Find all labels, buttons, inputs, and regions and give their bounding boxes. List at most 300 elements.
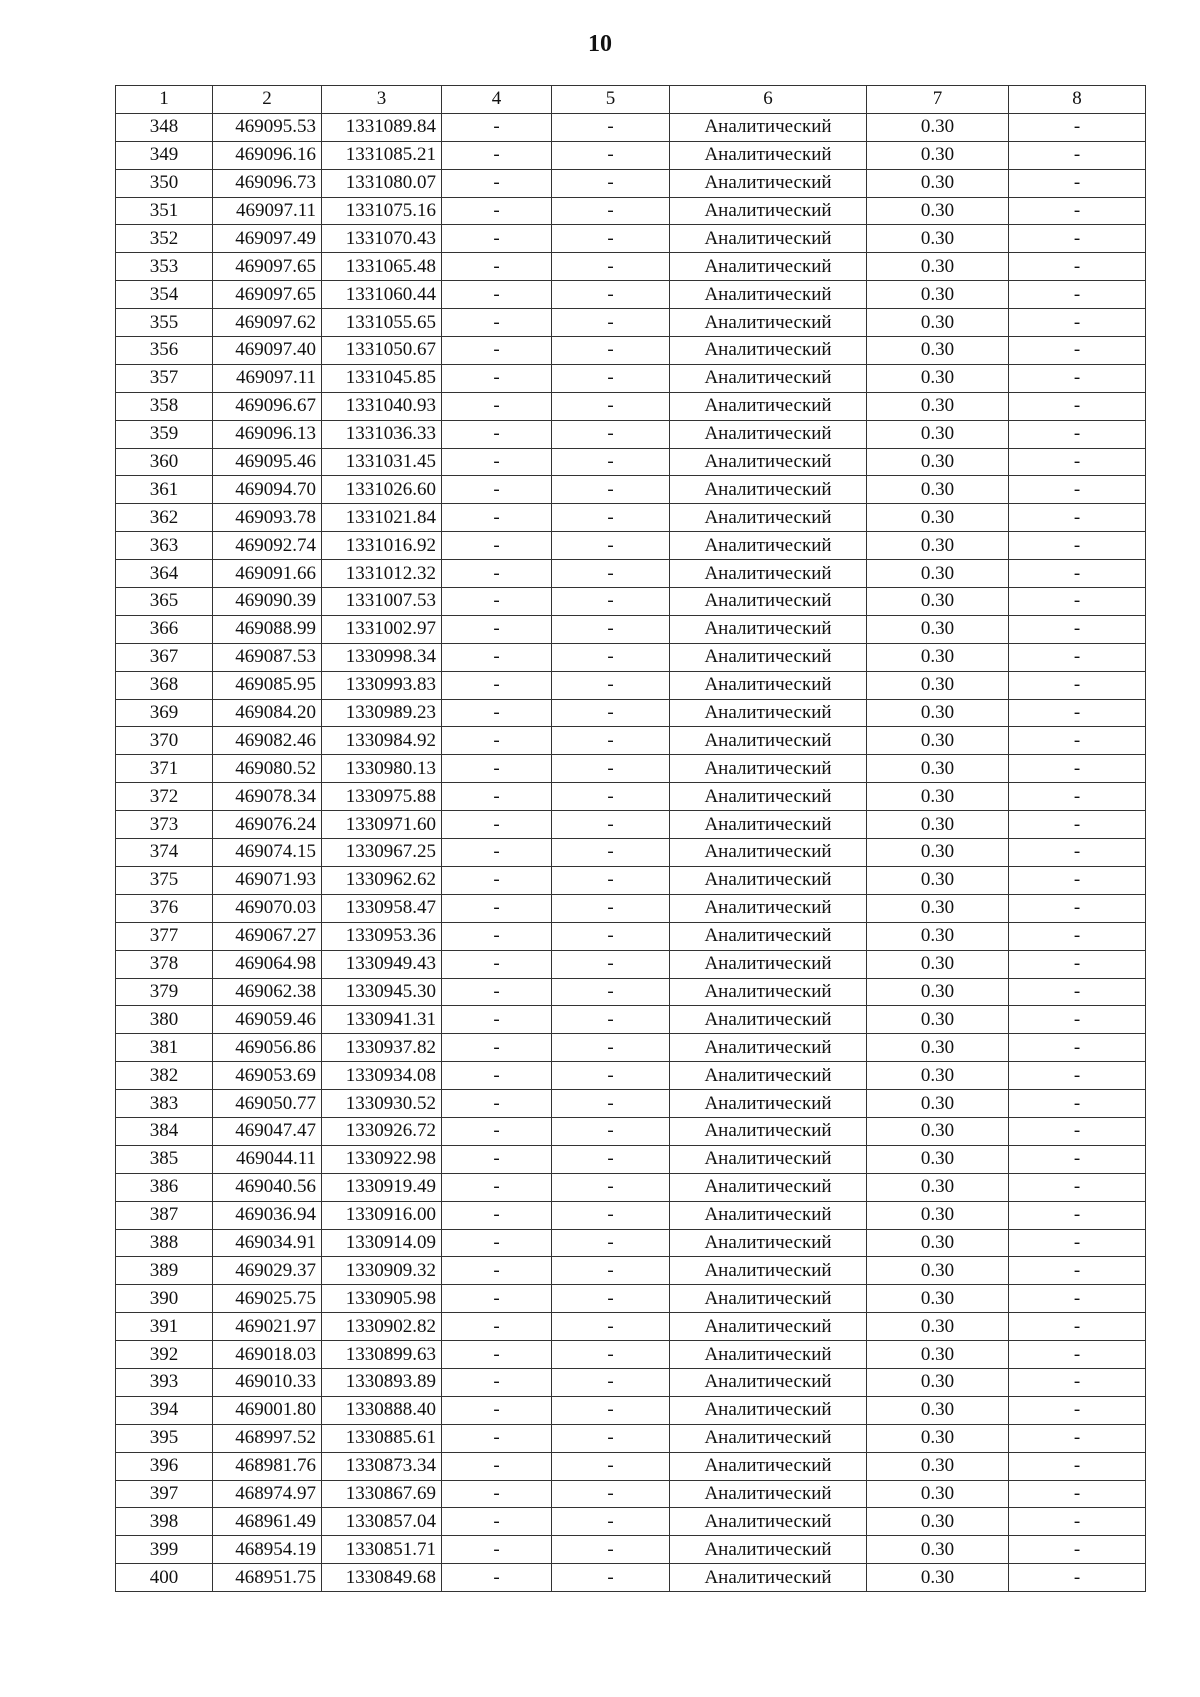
column-4-cell: -: [442, 448, 552, 476]
column-8-cell: -: [1009, 1480, 1146, 1508]
method-cell: Аналитический: [670, 253, 867, 281]
x-coordinate-cell: 469096.16: [213, 141, 322, 169]
y-coordinate-cell: 1330993.83: [322, 671, 442, 699]
column-5-cell: -: [552, 1368, 670, 1396]
point-number-cell: 398: [116, 1508, 213, 1536]
x-coordinate-cell: 469056.86: [213, 1034, 322, 1062]
column-5-cell: -: [552, 420, 670, 448]
point-number-cell: 362: [116, 504, 213, 532]
method-cell: Аналитический: [670, 309, 867, 337]
point-number-cell: 379: [116, 978, 213, 1006]
accuracy-cell: 0.30: [867, 560, 1009, 588]
column-4-cell: -: [442, 1285, 552, 1313]
y-coordinate-cell: 1330980.13: [322, 755, 442, 783]
y-coordinate-cell: 1331021.84: [322, 504, 442, 532]
column-5-cell: -: [552, 560, 670, 588]
column-5-cell: -: [552, 1452, 670, 1480]
table-row: [116, 309, 1146, 337]
x-coordinate-cell: 469001.80: [213, 1396, 322, 1424]
x-coordinate-cell: 469082.46: [213, 727, 322, 755]
point-number-cell: 363: [116, 532, 213, 560]
accuracy-cell: 0.30: [867, 950, 1009, 978]
point-number-cell: 371: [116, 755, 213, 783]
x-coordinate-cell: 469059.46: [213, 1006, 322, 1034]
table-row: [116, 532, 1146, 560]
accuracy-cell: 0.30: [867, 309, 1009, 337]
accuracy-cell: 0.30: [867, 532, 1009, 560]
table-row: [116, 1508, 1146, 1536]
column-4-cell: -: [442, 1117, 552, 1145]
column-8-cell: -: [1009, 420, 1146, 448]
column-5-cell: -: [552, 337, 670, 365]
y-coordinate-cell: 1331045.85: [322, 364, 442, 392]
column-8-cell: -: [1009, 225, 1146, 253]
column-8-cell: -: [1009, 1508, 1146, 1536]
column-8-cell: -: [1009, 1396, 1146, 1424]
table-row: [116, 1006, 1146, 1034]
column-8-cell: -: [1009, 839, 1146, 867]
column-5-cell: -: [552, 1173, 670, 1201]
y-coordinate-cell: 1331002.97: [322, 615, 442, 643]
table-row: [116, 894, 1146, 922]
column-4-cell: -: [442, 727, 552, 755]
y-coordinate-cell: 1330962.62: [322, 866, 442, 894]
column-5-cell: -: [552, 727, 670, 755]
x-coordinate-cell: 469047.47: [213, 1117, 322, 1145]
column-4-cell: -: [442, 504, 552, 532]
method-cell: Аналитический: [670, 1396, 867, 1424]
x-coordinate-cell: 469090.39: [213, 588, 322, 616]
column-header: 6: [670, 86, 867, 114]
table-row: [116, 448, 1146, 476]
method-cell: Аналитический: [670, 420, 867, 448]
column-4-cell: -: [442, 169, 552, 197]
point-number-cell: 400: [116, 1564, 213, 1592]
y-coordinate-cell: 1331060.44: [322, 281, 442, 309]
y-coordinate-cell: 1330888.40: [322, 1396, 442, 1424]
column-4-cell: -: [442, 894, 552, 922]
column-8-cell: -: [1009, 922, 1146, 950]
point-number-cell: 369: [116, 699, 213, 727]
column-5-cell: -: [552, 1480, 670, 1508]
column-5-cell: -: [552, 476, 670, 504]
y-coordinate-cell: 1331085.21: [322, 141, 442, 169]
column-8-cell: -: [1009, 532, 1146, 560]
x-coordinate-cell: 469094.70: [213, 476, 322, 504]
column-5-cell: -: [552, 141, 670, 169]
point-number-cell: 355: [116, 309, 213, 337]
column-8-cell: -: [1009, 337, 1146, 365]
column-4-cell: -: [442, 1090, 552, 1118]
accuracy-cell: 0.30: [867, 1062, 1009, 1090]
point-number-cell: 385: [116, 1145, 213, 1173]
column-4-cell: -: [442, 1062, 552, 1090]
x-coordinate-cell: 469097.65: [213, 253, 322, 281]
accuracy-cell: 0.30: [867, 364, 1009, 392]
method-cell: Аналитический: [670, 1006, 867, 1034]
y-coordinate-cell: 1331012.32: [322, 560, 442, 588]
column-5-cell: -: [552, 392, 670, 420]
accuracy-cell: 0.30: [867, 783, 1009, 811]
y-coordinate-cell: 1331070.43: [322, 225, 442, 253]
table-row: [116, 783, 1146, 811]
column-header: 2: [213, 86, 322, 114]
method-cell: Аналитический: [670, 504, 867, 532]
column-4-cell: -: [442, 922, 552, 950]
method-cell: Аналитический: [670, 922, 867, 950]
column-4-cell: -: [442, 141, 552, 169]
column-5-cell: -: [552, 504, 670, 532]
table-row: [116, 1229, 1146, 1257]
accuracy-cell: 0.30: [867, 588, 1009, 616]
table-row: [116, 755, 1146, 783]
column-5-cell: -: [552, 1313, 670, 1341]
column-8-cell: -: [1009, 1034, 1146, 1062]
point-number-cell: 377: [116, 922, 213, 950]
accuracy-cell: 0.30: [867, 448, 1009, 476]
method-cell: Аналитический: [670, 1452, 867, 1480]
table-row: [116, 1341, 1146, 1369]
column-header: 7: [867, 86, 1009, 114]
column-5-cell: -: [552, 281, 670, 309]
point-number-cell: 382: [116, 1062, 213, 1090]
method-cell: Аналитический: [670, 1480, 867, 1508]
column-8-cell: -: [1009, 113, 1146, 141]
accuracy-cell: 0.30: [867, 225, 1009, 253]
point-number-cell: 389: [116, 1257, 213, 1285]
x-coordinate-cell: 469050.77: [213, 1090, 322, 1118]
column-5-cell: -: [552, 1285, 670, 1313]
y-coordinate-cell: 1330958.47: [322, 894, 442, 922]
x-coordinate-cell: 469097.65: [213, 281, 322, 309]
method-cell: Аналитический: [670, 755, 867, 783]
table-row: [116, 1480, 1146, 1508]
table-row: [116, 420, 1146, 448]
column-4-cell: -: [442, 281, 552, 309]
point-number-cell: 373: [116, 811, 213, 839]
accuracy-cell: 0.30: [867, 699, 1009, 727]
y-coordinate-cell: 1330998.34: [322, 643, 442, 671]
accuracy-cell: 0.30: [867, 643, 1009, 671]
accuracy-cell: 0.30: [867, 1034, 1009, 1062]
point-number-cell: 358: [116, 392, 213, 420]
accuracy-cell: 0.30: [867, 169, 1009, 197]
x-coordinate-cell: 469096.73: [213, 169, 322, 197]
x-coordinate-cell: 468974.97: [213, 1480, 322, 1508]
coordinates-table: [115, 85, 1146, 1592]
point-number-cell: 393: [116, 1368, 213, 1396]
accuracy-cell: 0.30: [867, 866, 1009, 894]
column-5-cell: -: [552, 448, 670, 476]
method-cell: Аналитический: [670, 671, 867, 699]
point-number-cell: 356: [116, 337, 213, 365]
method-cell: Аналитический: [670, 839, 867, 867]
accuracy-cell: 0.30: [867, 1145, 1009, 1173]
column-5-cell: -: [552, 1229, 670, 1257]
accuracy-cell: 0.30: [867, 1173, 1009, 1201]
y-coordinate-cell: 1330926.72: [322, 1117, 442, 1145]
column-5-cell: -: [552, 615, 670, 643]
column-8-cell: -: [1009, 1424, 1146, 1452]
column-5-cell: -: [552, 113, 670, 141]
point-number-cell: 395: [116, 1424, 213, 1452]
table-row: [116, 1034, 1146, 1062]
x-coordinate-cell: 468961.49: [213, 1508, 322, 1536]
column-4-cell: -: [442, 978, 552, 1006]
column-4-cell: -: [442, 1480, 552, 1508]
x-coordinate-cell: 469021.97: [213, 1313, 322, 1341]
y-coordinate-cell: 1331016.92: [322, 532, 442, 560]
column-5-cell: -: [552, 811, 670, 839]
table-row: [116, 978, 1146, 1006]
x-coordinate-cell: 469044.11: [213, 1145, 322, 1173]
table-row: [116, 811, 1146, 839]
column-8-cell: -: [1009, 1536, 1146, 1564]
accuracy-cell: 0.30: [867, 1229, 1009, 1257]
column-8-cell: -: [1009, 392, 1146, 420]
x-coordinate-cell: 469084.20: [213, 699, 322, 727]
y-coordinate-cell: 1330953.36: [322, 922, 442, 950]
y-coordinate-cell: 1331026.60: [322, 476, 442, 504]
column-5-cell: -: [552, 950, 670, 978]
method-cell: Аналитический: [670, 113, 867, 141]
column-8-cell: -: [1009, 894, 1146, 922]
table-row: [116, 922, 1146, 950]
x-coordinate-cell: 469064.98: [213, 950, 322, 978]
column-5-cell: -: [552, 1396, 670, 1424]
method-cell: Аналитический: [670, 615, 867, 643]
table-row: [116, 1117, 1146, 1145]
accuracy-cell: 0.30: [867, 839, 1009, 867]
x-coordinate-cell: 469085.95: [213, 671, 322, 699]
table-body: [116, 113, 1146, 1591]
column-4-cell: -: [442, 253, 552, 281]
y-coordinate-cell: 1330949.43: [322, 950, 442, 978]
column-header: 1: [116, 86, 213, 114]
point-number-cell: 360: [116, 448, 213, 476]
table-row: [116, 1090, 1146, 1118]
column-4-cell: -: [442, 420, 552, 448]
accuracy-cell: 0.30: [867, 615, 1009, 643]
y-coordinate-cell: 1330989.23: [322, 699, 442, 727]
column-4-cell: -: [442, 337, 552, 365]
column-4-cell: -: [442, 476, 552, 504]
column-8-cell: -: [1009, 866, 1146, 894]
accuracy-cell: 0.30: [867, 1201, 1009, 1229]
x-coordinate-cell: 469018.03: [213, 1341, 322, 1369]
column-4-cell: -: [442, 1257, 552, 1285]
table-row: [116, 337, 1146, 365]
y-coordinate-cell: 1330899.63: [322, 1341, 442, 1369]
x-coordinate-cell: 468997.52: [213, 1424, 322, 1452]
x-coordinate-cell: 469036.94: [213, 1201, 322, 1229]
table-row: [116, 1062, 1146, 1090]
table-row: [116, 866, 1146, 894]
x-coordinate-cell: 469070.03: [213, 894, 322, 922]
x-coordinate-cell: 469010.33: [213, 1368, 322, 1396]
x-coordinate-cell: 469097.11: [213, 197, 322, 225]
column-4-cell: -: [442, 866, 552, 894]
x-coordinate-cell: 469095.46: [213, 448, 322, 476]
column-4-cell: -: [442, 1173, 552, 1201]
method-cell: Аналитический: [670, 364, 867, 392]
column-header: 8: [1009, 86, 1146, 114]
table-row: [116, 643, 1146, 671]
point-number-cell: 365: [116, 588, 213, 616]
method-cell: Аналитический: [670, 1564, 867, 1592]
y-coordinate-cell: 1330937.82: [322, 1034, 442, 1062]
point-number-cell: 378: [116, 950, 213, 978]
accuracy-cell: 0.30: [867, 1090, 1009, 1118]
x-coordinate-cell: 469097.62: [213, 309, 322, 337]
x-coordinate-cell: 469096.13: [213, 420, 322, 448]
table-row: [116, 141, 1146, 169]
accuracy-cell: 0.30: [867, 671, 1009, 699]
x-coordinate-cell: 469062.38: [213, 978, 322, 1006]
point-number-cell: 361: [116, 476, 213, 504]
table-row: [116, 1201, 1146, 1229]
x-coordinate-cell: 469040.56: [213, 1173, 322, 1201]
page-number: 10: [588, 31, 612, 57]
column-4-cell: -: [442, 113, 552, 141]
column-5-cell: -: [552, 197, 670, 225]
table-row: [116, 1564, 1146, 1592]
column-8-cell: -: [1009, 141, 1146, 169]
x-coordinate-cell: 469080.52: [213, 755, 322, 783]
x-coordinate-cell: 469071.93: [213, 866, 322, 894]
method-cell: Аналитический: [670, 866, 867, 894]
table-row: [116, 1424, 1146, 1452]
y-coordinate-cell: 1331080.07: [322, 169, 442, 197]
point-number-cell: 375: [116, 866, 213, 894]
point-number-cell: 370: [116, 727, 213, 755]
column-4-cell: -: [442, 1564, 552, 1592]
table-row: [116, 1368, 1146, 1396]
x-coordinate-cell: 469093.78: [213, 504, 322, 532]
point-number-cell: 350: [116, 169, 213, 197]
y-coordinate-cell: 1330916.00: [322, 1201, 442, 1229]
point-number-cell: 353: [116, 253, 213, 281]
accuracy-cell: 0.30: [867, 337, 1009, 365]
accuracy-cell: 0.30: [867, 1257, 1009, 1285]
column-8-cell: -: [1009, 1257, 1146, 1285]
point-number-cell: 376: [116, 894, 213, 922]
point-number-cell: 372: [116, 783, 213, 811]
point-number-cell: 367: [116, 643, 213, 671]
accuracy-cell: 0.30: [867, 504, 1009, 532]
y-coordinate-cell: 1330867.69: [322, 1480, 442, 1508]
y-coordinate-cell: 1331036.33: [322, 420, 442, 448]
column-5-cell: -: [552, 588, 670, 616]
table-row: [116, 1285, 1146, 1313]
method-cell: Аналитический: [670, 1313, 867, 1341]
column-5-cell: -: [552, 1201, 670, 1229]
column-5-cell: -: [552, 532, 670, 560]
column-8-cell: -: [1009, 504, 1146, 532]
x-coordinate-cell: 469096.67: [213, 392, 322, 420]
y-coordinate-cell: 1331075.16: [322, 197, 442, 225]
column-4-cell: -: [442, 1006, 552, 1034]
column-4-cell: -: [442, 225, 552, 253]
method-cell: Аналитический: [670, 1201, 867, 1229]
method-cell: Аналитический: [670, 1145, 867, 1173]
column-8-cell: -: [1009, 1201, 1146, 1229]
y-coordinate-cell: 1330945.30: [322, 978, 442, 1006]
accuracy-cell: 0.30: [867, 1564, 1009, 1592]
table-row: [116, 225, 1146, 253]
method-cell: Аналитический: [670, 1285, 867, 1313]
x-coordinate-cell: 469053.69: [213, 1062, 322, 1090]
column-8-cell: -: [1009, 476, 1146, 504]
column-4-cell: -: [442, 364, 552, 392]
column-4-cell: -: [442, 309, 552, 337]
method-cell: Аналитический: [670, 1090, 867, 1118]
point-number-cell: 396: [116, 1452, 213, 1480]
x-coordinate-cell: 469029.37: [213, 1257, 322, 1285]
column-5-cell: -: [552, 1564, 670, 1592]
y-coordinate-cell: 1331065.48: [322, 253, 442, 281]
x-coordinate-cell: 469074.15: [213, 839, 322, 867]
point-number-cell: 374: [116, 839, 213, 867]
point-number-cell: 383: [116, 1090, 213, 1118]
y-coordinate-cell: 1330905.98: [322, 1285, 442, 1313]
y-coordinate-cell: 1330902.82: [322, 1313, 442, 1341]
y-coordinate-cell: 1331055.65: [322, 309, 442, 337]
x-coordinate-cell: 469087.53: [213, 643, 322, 671]
column-4-cell: -: [442, 588, 552, 616]
column-header: 3: [322, 86, 442, 114]
column-8-cell: -: [1009, 978, 1146, 1006]
column-4-cell: -: [442, 755, 552, 783]
method-cell: Аналитический: [670, 811, 867, 839]
column-8-cell: -: [1009, 1564, 1146, 1592]
accuracy-cell: 0.30: [867, 476, 1009, 504]
column-4-cell: -: [442, 532, 552, 560]
y-coordinate-cell: 1330984.92: [322, 727, 442, 755]
column-8-cell: -: [1009, 253, 1146, 281]
column-5-cell: -: [552, 1145, 670, 1173]
column-5-cell: -: [552, 783, 670, 811]
accuracy-cell: 0.30: [867, 113, 1009, 141]
method-cell: Аналитический: [670, 281, 867, 309]
y-coordinate-cell: 1331040.93: [322, 392, 442, 420]
method-cell: Аналитический: [670, 1257, 867, 1285]
column-5-cell: -: [552, 253, 670, 281]
column-5-cell: -: [552, 755, 670, 783]
method-cell: Аналитический: [670, 337, 867, 365]
column-5-cell: -: [552, 1090, 670, 1118]
method-cell: Аналитический: [670, 699, 867, 727]
table-row: [116, 1257, 1146, 1285]
column-8-cell: -: [1009, 643, 1146, 671]
column-8-cell: -: [1009, 1145, 1146, 1173]
accuracy-cell: 0.30: [867, 1424, 1009, 1452]
point-number-cell: 348: [116, 113, 213, 141]
column-8-cell: -: [1009, 671, 1146, 699]
column-8-cell: -: [1009, 169, 1146, 197]
column-8-cell: -: [1009, 197, 1146, 225]
column-5-cell: -: [552, 671, 670, 699]
column-4-cell: -: [442, 615, 552, 643]
method-cell: Аналитический: [670, 1034, 867, 1062]
x-coordinate-cell: 468954.19: [213, 1536, 322, 1564]
accuracy-cell: 0.30: [867, 727, 1009, 755]
accuracy-cell: 0.30: [867, 1480, 1009, 1508]
column-4-cell: -: [442, 560, 552, 588]
method-cell: Аналитический: [670, 727, 867, 755]
point-number-cell: 354: [116, 281, 213, 309]
column-8-cell: -: [1009, 448, 1146, 476]
